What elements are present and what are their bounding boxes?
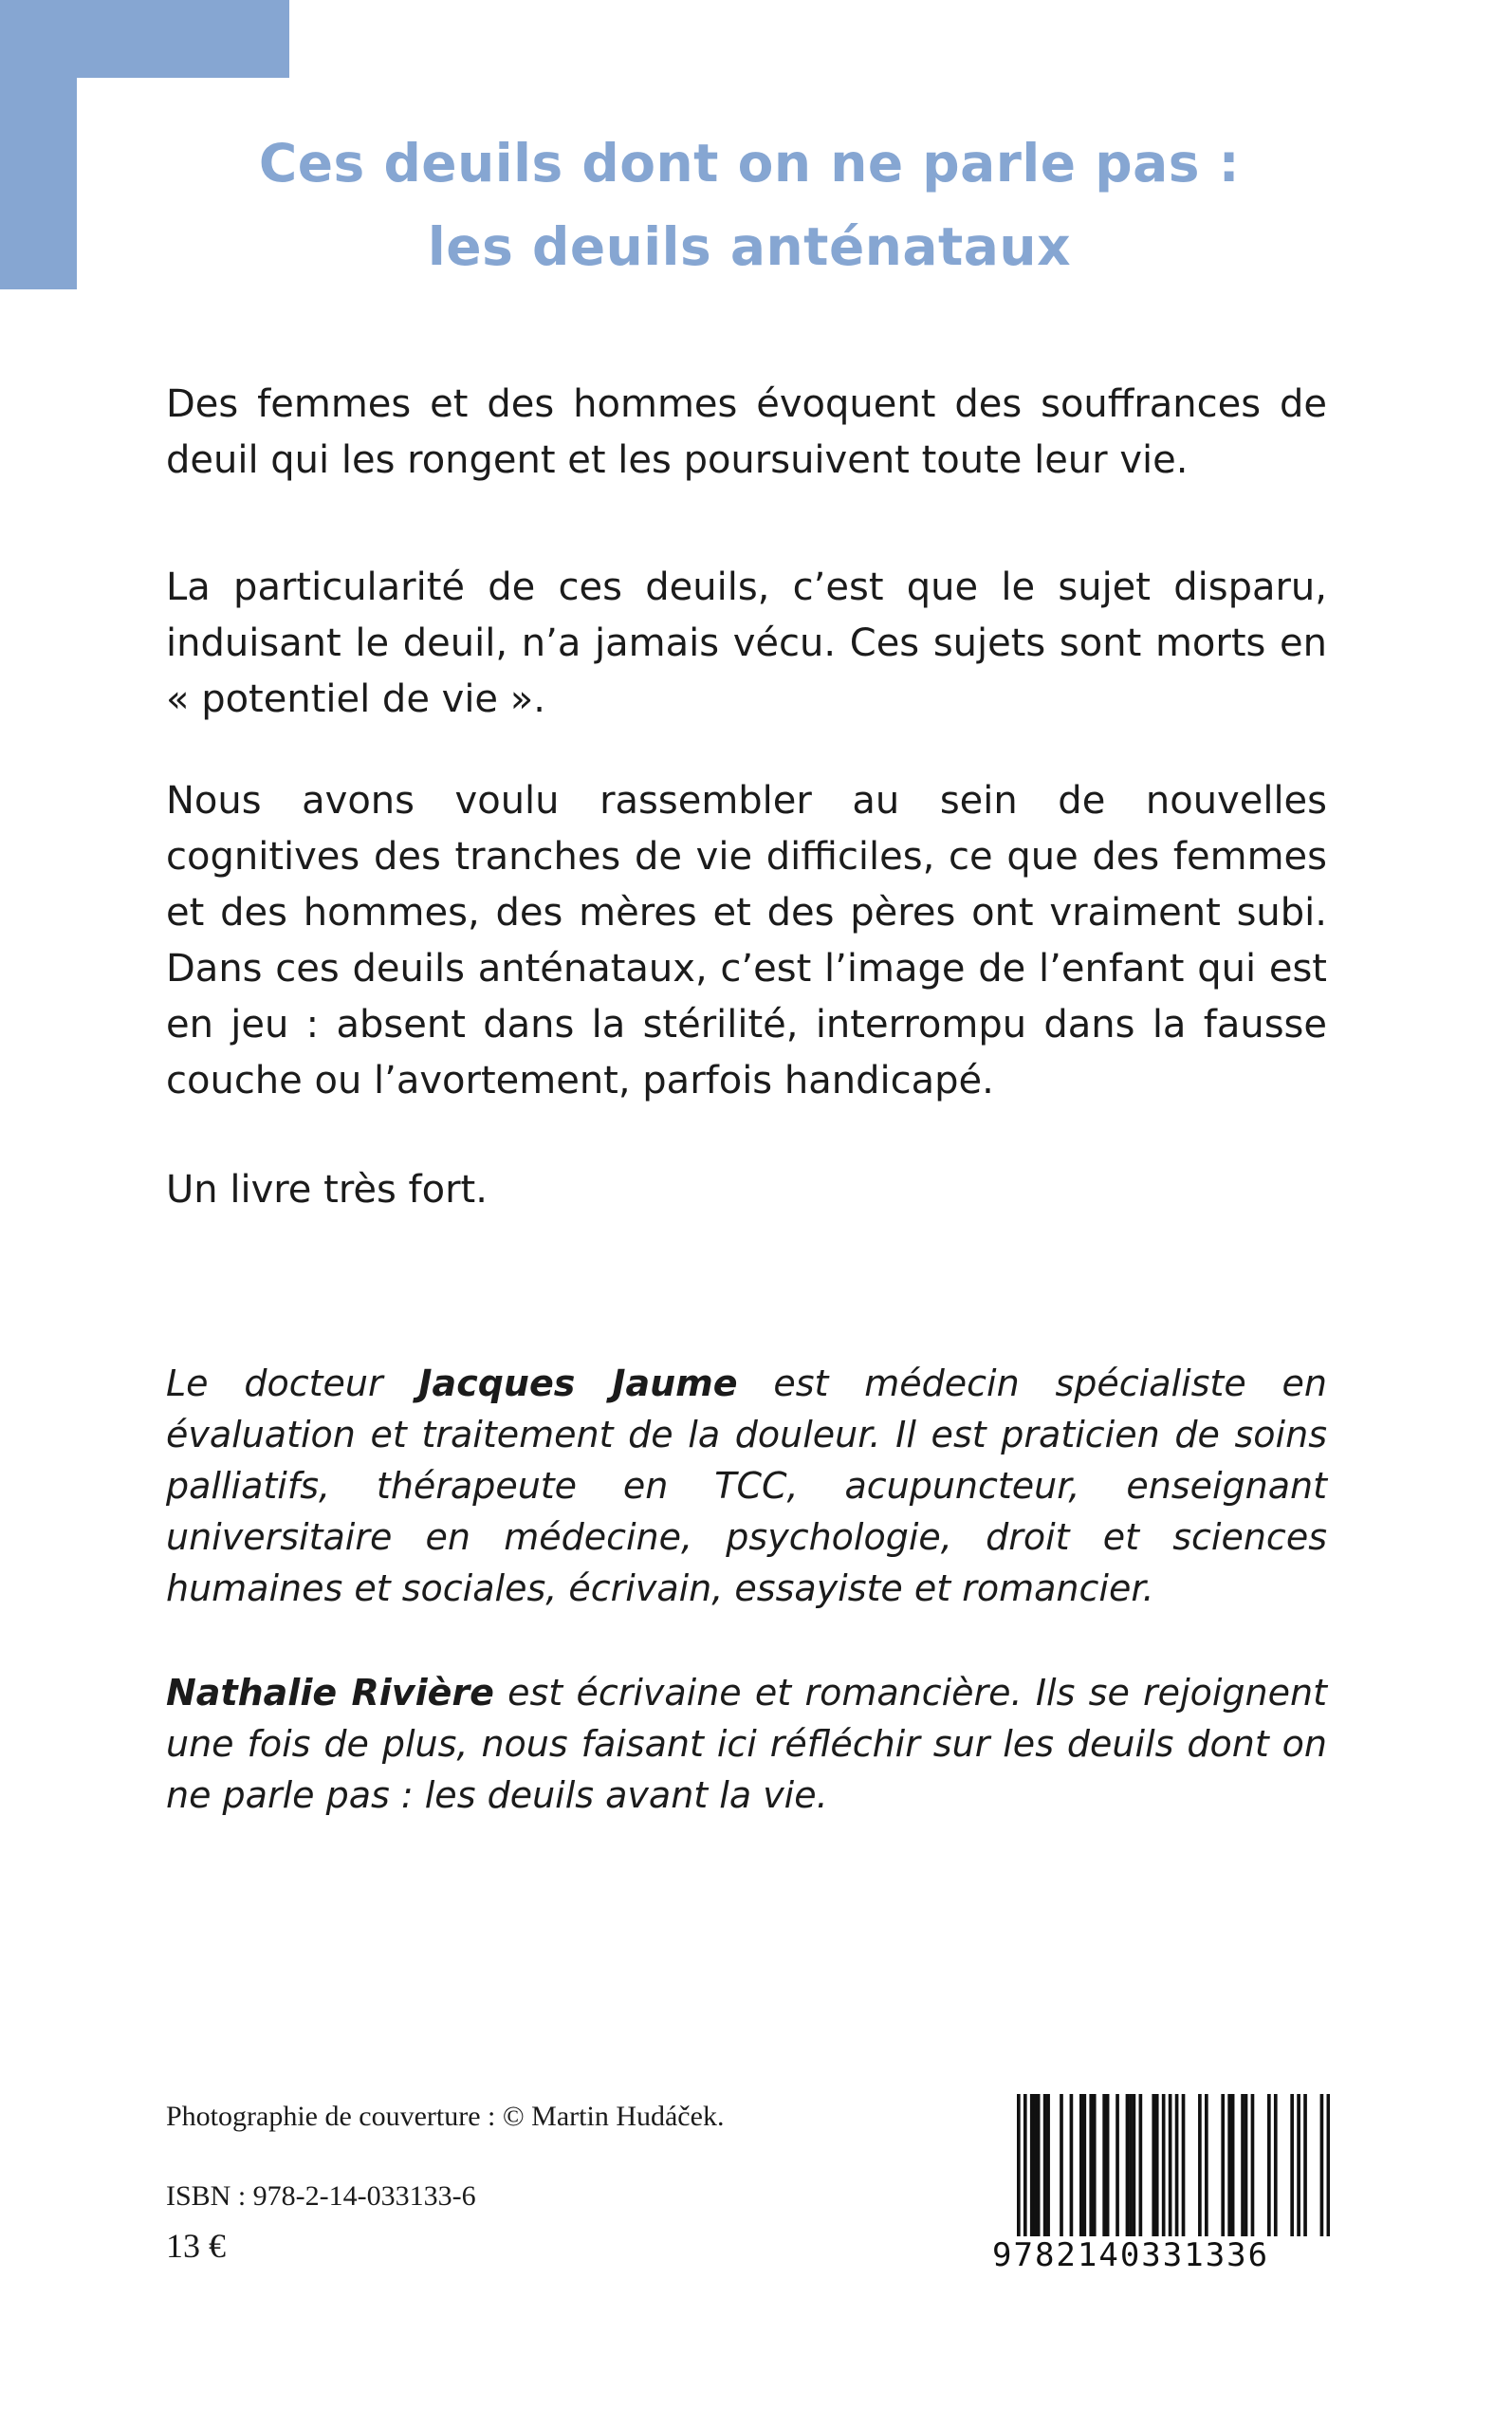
barcode-bar xyxy=(1152,2094,1155,2236)
barcode-bar xyxy=(1274,2094,1278,2236)
barcode-bar xyxy=(1320,2094,1324,2236)
author-name-2: Nathalie Rivière xyxy=(166,1672,494,1714)
barcode-bar xyxy=(1133,2094,1136,2236)
barcode-bar xyxy=(1155,2094,1159,2236)
barcode-digits: 9782140331336 xyxy=(992,2236,1330,2274)
barcode-bar xyxy=(1267,2094,1271,2236)
barcode-bar xyxy=(1082,2094,1086,2236)
barcode-bars xyxy=(1017,2094,1330,2236)
bio-1-prefix: Le docteur xyxy=(166,1362,419,1404)
blurb-paragraph-3: Nous avons voulu rassembler au sein de nouvelles cognitives des tranches de vie difficiles, ce que des femmes et des hommes, des mères et des pères ont vraiment subi. Dans ces deuils anténataux, c’est l’image de l’enfant qui est en jeu : absent dans la stérilité, interrompu dans la fausse couche ou l’avortement, parfois handicapé. xyxy=(166,779,1327,1103)
barcode-bar xyxy=(1043,2094,1047,2236)
barcode-bar xyxy=(1327,2094,1330,2236)
barcode-bar xyxy=(1129,2094,1133,2236)
barcode-bar xyxy=(1169,2094,1172,2236)
barcode-bar xyxy=(1297,2094,1300,2236)
barcode-bar xyxy=(1198,2094,1202,2236)
barcode-bar xyxy=(1102,2094,1106,2236)
title-line-2: les deuils anténataux xyxy=(427,216,1072,277)
bio-2-text: est écrivaine et romancière. Ils se rejoignent une fois de plus, nous faisant ici réfléchir sur les deuils dont on ne parle pas : les deuils avant la vie. xyxy=(166,1672,1327,1816)
barcode-bar xyxy=(1060,2094,1063,2236)
author-bio-2 xyxy=(166,1667,1327,1821)
barcode-bar xyxy=(1231,2094,1235,2236)
barcode-bar xyxy=(1251,2094,1255,2236)
barcode-bar xyxy=(1139,2094,1143,2236)
barcode-bar xyxy=(1030,2094,1034,2236)
barcode-bar xyxy=(1126,2094,1130,2236)
barcode-bar xyxy=(1070,2094,1074,2236)
barcode-bar xyxy=(1205,2094,1208,2236)
barcode-bar xyxy=(1162,2094,1166,2236)
barcode-bar xyxy=(1303,2094,1307,2236)
barcode-bar xyxy=(1093,2094,1097,2236)
price-label: 13 € xyxy=(166,2227,226,2265)
blurb-paragraph-4: Un livre très fort. xyxy=(166,1168,488,1212)
barcode-bar xyxy=(1245,2094,1248,2236)
author-name-1: Jacques Jaume xyxy=(418,1362,738,1404)
barcode-bar xyxy=(1241,2094,1245,2236)
barcode-bar xyxy=(1037,2094,1041,2236)
author-bio-1 xyxy=(166,1358,1327,1614)
bio-1-text: est médecin spécialiste en évaluation et traitement de la douleur. Il est praticien de soins palliatifs, thérapeute en TCC, acupuncteur, enseignant universitaire en médecine, psychologie, droit et sciences humaines et sociales, écrivain, essayiste et romancier. xyxy=(166,1362,1327,1609)
barcode-bar xyxy=(1023,2094,1027,2236)
barcode-bar xyxy=(1046,2094,1050,2236)
isbn-label: ISBN : 978-2-14-033133-6 xyxy=(166,2180,476,2212)
book-title xyxy=(171,121,1328,288)
barcode-bar xyxy=(1175,2094,1179,2236)
barcode-bar xyxy=(1227,2094,1231,2236)
barcode-bar xyxy=(1033,2094,1037,2236)
barcode-bar xyxy=(1106,2094,1110,2236)
title-line-1: Ces deuils dont on ne parle pas : xyxy=(258,133,1241,194)
barcode-bar xyxy=(1116,2094,1119,2236)
barcode-bar xyxy=(1079,2094,1083,2236)
blurb-paragraph-2: La particularité de ces deuils, c’est que le sujet disparu, induisant le deuil, n’a jamais vécu. Ces sujets sont morts en « potentiel de vie ». xyxy=(166,565,1327,721)
photo-credit: Photographie de couverture : © Martin Hudáček. xyxy=(166,2101,725,2132)
barcode-bar xyxy=(1017,2094,1021,2236)
barcode-bar xyxy=(1221,2094,1225,2236)
blurb-paragraph-1: Des femmes et des hommes évoquent des souffrances de deuil qui les rongent et les poursuivent toute leur vie. xyxy=(166,382,1327,482)
barcode-bar xyxy=(1182,2094,1186,2236)
barcode-bar xyxy=(1089,2094,1093,2236)
barcode-bar xyxy=(1290,2094,1294,2236)
